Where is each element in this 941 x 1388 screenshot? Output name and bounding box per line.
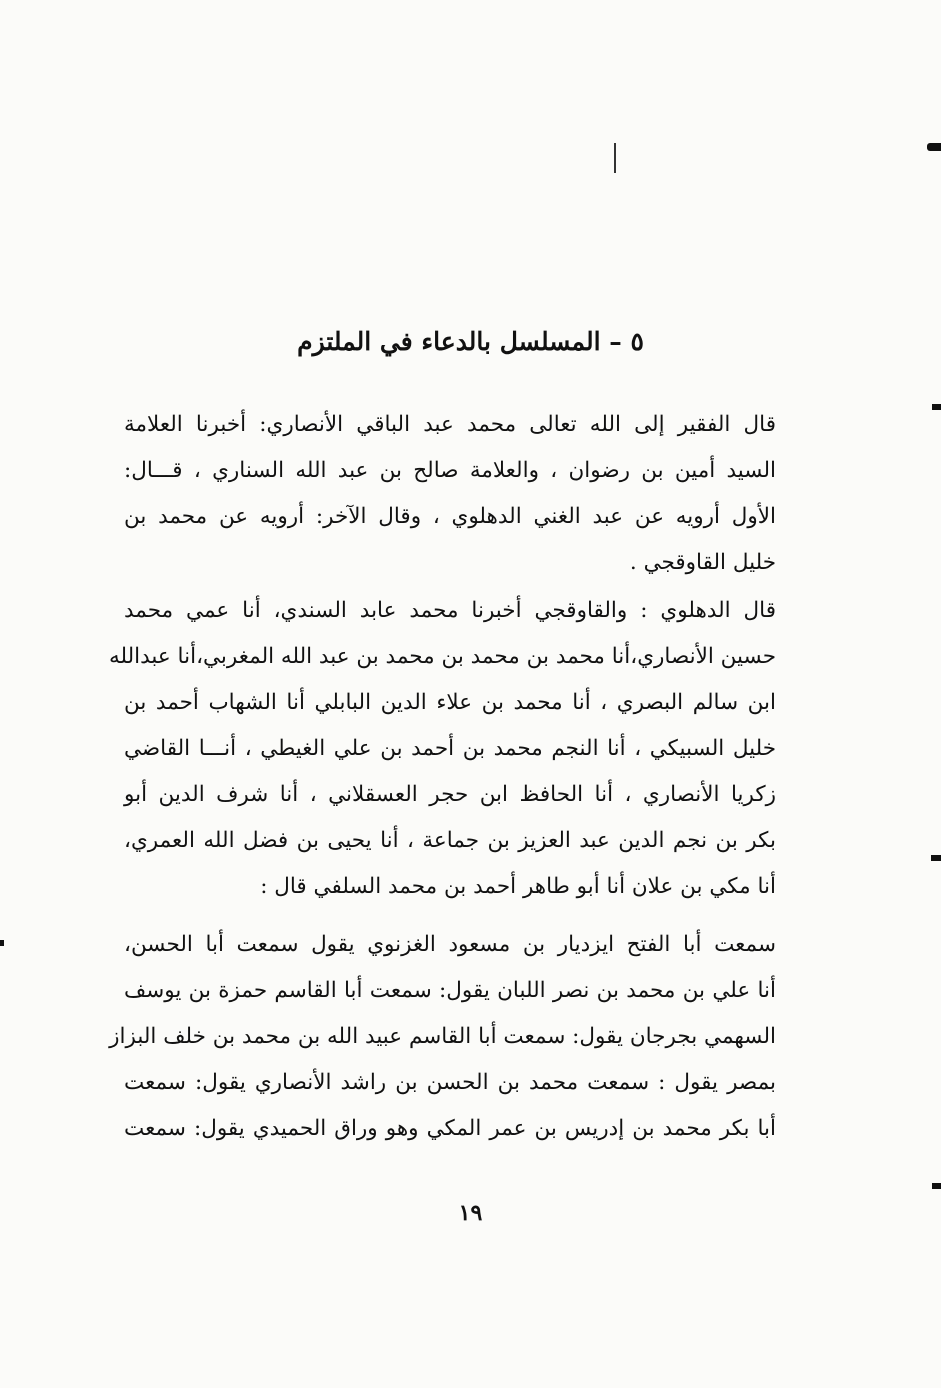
text-line: قال الفقير إلى الله تعالى محمد عبد الباقي الأنصاري: أخبرنا العلامة: [124, 412, 776, 437]
margin-mark: [0, 940, 4, 946]
margin-mark: [927, 143, 941, 151]
text-line: السيد أمين بن رضوان ، والعلامة صالح بن عبد الله السناري ، قـــال:: [124, 458, 776, 483]
text-line: بكر بن نجم الدين عبد العزيز بن جماعة ، أنا يحيى بن فضل الله العمري،: [124, 828, 776, 853]
text-line: أنا مكي بن علان أنا أبو طاهر أحمد بن محمد السلفي قال :: [260, 874, 776, 899]
scan-artifact-stroke: [614, 143, 616, 173]
text-line: السهمي بجرجان يقول: سمعت أبا القاسم عبيد الله بن محمد بن خلف البزاز: [109, 1024, 776, 1049]
margin-mark: [931, 855, 941, 861]
text-line: زكريا الأنصاري ، أنا الحافظ ابن حجر العسقلاني ، أنا شرف الدين أبو: [124, 782, 776, 807]
text-line: قال الدهلوي : والقاوقجي أخبرنا محمد عابد السندي، أنا عمي محمد: [124, 598, 776, 623]
text-line: الأول أرويه عن عبد الغني الدهلوي ، وقال الآخر: أرويه عن محمد بن: [124, 504, 776, 529]
text-line: حسين الأنصاري،أنا محمد بن محمد بن محمد بن عبد الله المغربي،أنا عبدالله: [108, 644, 776, 669]
text-line: أبا بكر محمد بن إدريس بن عمر المكي وهو وراق الحميدي يقول: سمعت: [124, 1116, 776, 1141]
text-line: ابن سالم البصري ، أنا محمد بن علاء الدين البابلي أنا الشهاب أحمد بن: [124, 690, 776, 715]
text-line: خليل القاوقجي .: [629, 550, 776, 575]
section-title: ٥ – المسلسل بالدعاء في الملتزم: [297, 327, 644, 356]
paragraph-3: [109, 922, 776, 1152]
margin-mark: [932, 404, 941, 410]
text-line: خليل السبيكي ، أنا النجم محمد بن أحمد بن علي الغيطي ، أنـــا القاضي: [124, 736, 776, 761]
text-line: بمصر يقول : سمعت محمد بن الحسن بن راشد الأنصاري يقول: سمعت: [124, 1070, 776, 1095]
paragraph-2: [108, 588, 776, 910]
text-line: سمعت أبا الفتح ايزديار بن مسعود الغزنوي يقول سمعت أبا الحسن،: [124, 932, 776, 957]
paragraph-1: [124, 402, 776, 586]
page-number: ١٩: [458, 1200, 483, 1226]
text-line: أنا علي بن محمد بن نصر اللبان يقول: سمعت أبا القاسم حمزة بن يوسف: [124, 978, 776, 1003]
margin-mark: [932, 1183, 941, 1189]
